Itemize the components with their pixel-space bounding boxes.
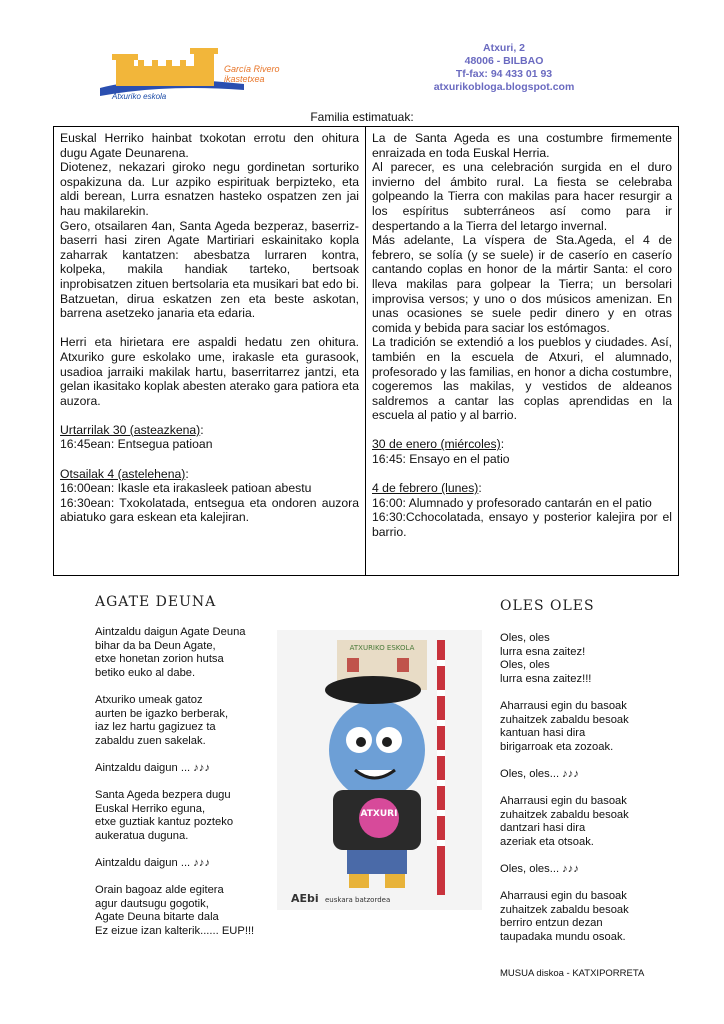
lyric-line: agur dautsugu gogotik, xyxy=(95,897,209,910)
lyric-line: berriro entzun dezan xyxy=(500,917,603,930)
spanish-date-1-label: 30 de enero (miércoles) xyxy=(372,437,501,452)
lyric-line: azeriak eta otsoak. xyxy=(500,835,594,848)
spanish-date-1-item: 16:45: Ensayo en el patio xyxy=(372,452,510,467)
logo-brand-line1: García Rivero xyxy=(224,64,280,74)
monster-mascot-illustration xyxy=(277,630,482,910)
spanish-paragraph-1: Al parecer, es una celebración surgida en el duro invierno del ámbito rural. La fiesta se celebraba golpeando la Tierra con makilas para hacer resurgir a los espíritus subterráneos así como para ir despertando a la Tierra del letargo invernal. xyxy=(372,160,672,233)
basque-paragraph-3: Herri eta hirietara ere aspaldi hedatu zen ohitura. Atxuriko gure eskolako ume, irakasle eta gurasook, usadioa jarraiki makilak hartu, baserritarrez jantzi, eta gelan ikasitako koplak abesten aterako gara patiora eta auzora. xyxy=(60,335,359,408)
spanish-date-2: 4 de febrero (lunes): xyxy=(372,481,482,496)
basque-date-1: Urtarrilak 30 (asteazkena): xyxy=(60,422,204,437)
lyric-line: Ez eizue izan kalterik...... EUP!!! xyxy=(95,925,255,938)
lyric-line: zuhaitzek zabaldu besoak xyxy=(500,713,629,726)
logo-brand-line2: ikastetxea xyxy=(224,74,265,84)
spanish-date-2-item-2: 16:30:Cchocolatada, ensayo y posterior kalejira por el barrio. xyxy=(372,510,672,540)
lyric-line: zuhaitzek zabaldu besoak xyxy=(500,903,629,916)
spanish-paragraph-3: La tradición se extendió a los pueblos y ciudades. Así, también en la escuela de Atxuri, el alumnado, profesorado y las familias, en honor a dicha costumbre, cogeremos las makilas, y vestidos de aldeanos saldremos a cantar las coplas aprendidas en la escuela al patio y al barrio. xyxy=(372,335,672,423)
address-phone: Tf-fax: 94 433 01 93 xyxy=(455,68,553,80)
illustration-footer-text: euskara batzordea xyxy=(325,896,391,904)
lyric-line: aurten be igazko berberak, xyxy=(95,707,229,720)
lyric-line: Aharrausi egin du basoak xyxy=(500,795,627,808)
lyric-line: birigarroak eta zozoak. xyxy=(500,740,614,753)
lyric-chorus: Oles, oles... ♪♪♪ xyxy=(500,863,579,876)
lyric-line: betiko euko al dabe. xyxy=(95,666,196,679)
logo-brand xyxy=(224,64,280,84)
lyric-chorus: Aintzaldu daigun ... ♪♪♪ xyxy=(95,761,211,774)
lyric-line: etxe guztiak kantuz pozteko xyxy=(95,816,234,829)
illustration-shirt-text: ATXURI xyxy=(360,809,398,819)
spanish-date-1: 30 de enero (miércoles): xyxy=(372,437,505,452)
spanish-paragraph-2: Más adelante, La víspera de Sta.Ageda, el 4 de febrero, se solía (y se suele) ir de caserío en caserío cantando coplas en honor de la mártir Santa: el coro lleva makilas para golpear la Tierra; un bersolari improvisa versos; y uno o dos músicos amenizan. En unas ocasiones se suele pedir dinero y en otras comida y bebida para saciar los estómagos. xyxy=(372,233,672,335)
song-1-lyrics xyxy=(95,626,254,939)
spanish-date-2-label: 4 de febrero (lunes) xyxy=(372,481,479,496)
basque-date-2-label: Otsailak 4 (astelehena) xyxy=(60,466,186,481)
song-2-lyrics xyxy=(500,632,629,945)
lyric-line: Agate Deuna bitarte dala xyxy=(95,911,219,924)
lyric-line: zuhaitzek zabaldu besoak xyxy=(500,808,629,821)
info-table xyxy=(53,126,679,576)
lyric-line: Aharrausi egin du basoak xyxy=(500,699,627,712)
lyric-line: Aintzaldu daigun Agate Deuna xyxy=(95,626,246,638)
lyric-line: Atxuriko umeak gatoz xyxy=(95,693,203,706)
basque-date-2: Otsailak 4 (astelehena): xyxy=(60,466,189,481)
lyric-line: Santa Ageda bezpera dugu xyxy=(95,789,231,802)
lyric-line: lurra esna zaitez! xyxy=(500,645,586,658)
basque-intro: Euskal Herriko hainbat txokotan errotu den ohitura dugu Agate Deunarena. xyxy=(60,131,359,160)
song-2-title: OLES OLES xyxy=(500,598,595,614)
logo-caption: Atxuriko eskola xyxy=(112,92,167,101)
lyric-line: etxe honetan zorion hutsa xyxy=(95,653,224,666)
school-address xyxy=(404,42,604,94)
address-city: 48006 - BILBAO xyxy=(464,55,544,67)
lyric-line: Aharrausi egin du basoak xyxy=(500,890,627,903)
basque-date-2-item-2: 16:30ean: Txokolatada, entsegua eta ondoren auzora abiatuko gara eskean eta kalejiran. xyxy=(60,495,359,525)
lyric-chorus: Aintzaldu daigun ... ♪♪♪ xyxy=(95,857,211,870)
basque-paragraph-1: Diotenez, nekazari giroko negu gordinetan sorturiko ospakizuna da. Lur azpiko espirituak berpizteko, eta aldi berean, Lurra esnatzen hasteko ospatzen zen jai hau makilarekin. xyxy=(60,160,359,218)
basque-paragraph-2: Gero, otsailaren 4an, Santa Ageda bezperaz, baserriz-baserri hasi ziren Agate Martiriari eskainitako kopla zaharrak kantatzen: abesbatza lurraren kontra, kolpeka, makila handiak tarteko, bertsoak inprobisatzen zituen bertsolaria eta musikari bat edo bi. Batzuetan, dirua eskatzen zen eta beste askotan, barrena asetzeko janaria eta edaria. xyxy=(60,218,359,321)
lyric-line: zabaldu zuen sakelak. xyxy=(95,734,206,747)
address-street: Atxuri, 2 xyxy=(482,42,525,54)
song-1-title: AGATE DEUNA xyxy=(95,594,217,610)
lyric-line: Oles, oles xyxy=(500,632,550,644)
spanish-column xyxy=(366,127,678,575)
lyric-line: Euskal Herriko eguna, xyxy=(95,802,206,815)
basque-date-1-item: 16:45ean: Entsegua patioan xyxy=(60,437,213,452)
lyric-line: aukeratua duguna. xyxy=(95,829,189,842)
lyric-line: lurra esna zaitez!!! xyxy=(500,672,592,685)
basque-date-2-item-1: 16:00ean: Ikasle eta irakasleek patioan abestu xyxy=(60,481,312,496)
lyric-line: kantuan hasi dira xyxy=(500,727,586,740)
spanish-intro: La de Santa Ageda es una costumbre firmemente enraizada en toda Euskal Herria. xyxy=(372,131,672,160)
spanish-date-2-item-1: 16:00: Alumnado y profesorado cantarán en el patio xyxy=(372,495,652,510)
lyric-line: dantzari hasi dira xyxy=(500,822,586,835)
illustration-sign-text: ATXURIKO ESKOLA xyxy=(349,644,415,652)
address-blog[interactable]: atxurikobloga.blogspot.com xyxy=(433,81,575,93)
basque-column xyxy=(54,127,366,575)
lyric-chorus: Oles, oles... ♪♪♪ xyxy=(500,767,579,780)
music-credit: MUSUA diskoa - KATXIPORRETA xyxy=(500,968,645,979)
lyric-line: bihar da ba Deun Agate, xyxy=(95,639,216,652)
basque-date-1-label: Urtarrilak 30 (asteazkena) xyxy=(60,422,201,437)
lyric-line: Orain bagoaz alde egitera xyxy=(95,884,224,897)
illustration-footer-logo: AEbi xyxy=(291,892,319,905)
lyric-line: taupadaka mundu osoak. xyxy=(500,931,626,944)
greeting: Familia estimatuak: xyxy=(310,110,414,124)
lyric-line: Oles, oles xyxy=(500,659,550,672)
lyric-line: iaz lez hartu gagizuez ta xyxy=(95,721,216,734)
